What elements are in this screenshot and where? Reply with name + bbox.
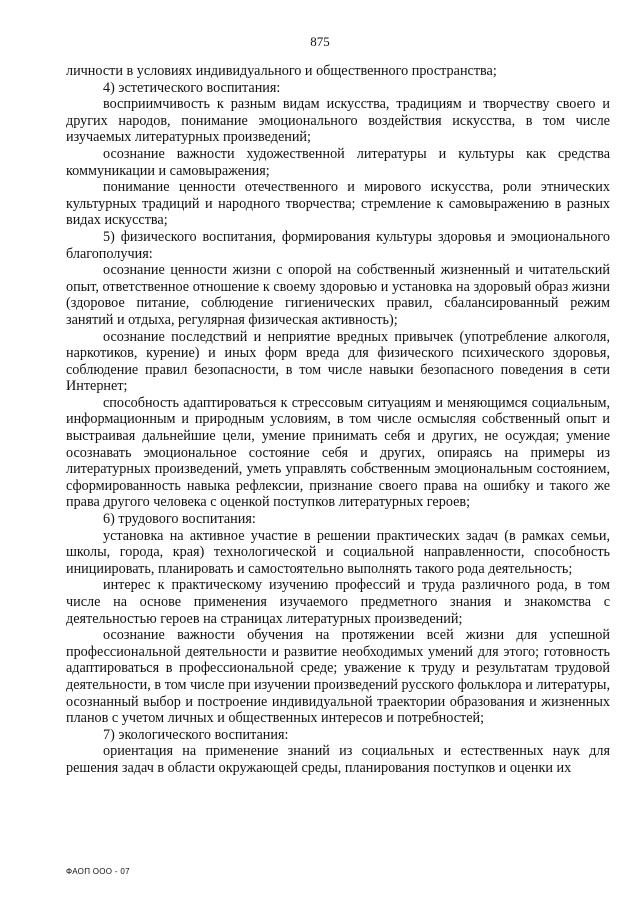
section-heading: 4) эстетического воспитания: bbox=[103, 79, 281, 96]
page-number: 875 bbox=[310, 34, 330, 49]
paragraph: понимание ценности отечественного и мирового искусства, роли этнических культурных традиций и народного творчества; стремление к самовыражению в разных видах искусства; bbox=[66, 179, 610, 229]
paragraph: интерес к практическому изучению профессий и труда различного рода, в том числе на основе применения изучаемого предметного знания и знакомства с деятельностью героев на страницах литературных произведений; bbox=[66, 577, 610, 627]
paragraph: осознание важности художественной литературы и культуры как средства коммуникации и самовыражения; bbox=[66, 145, 610, 179]
section-heading: 6) трудового воспитания: bbox=[103, 511, 256, 528]
footer-doc-code: ФАОП ООО - 07 bbox=[66, 867, 130, 876]
paragraph: личности в условиях индивидуального и общественного пространства; bbox=[66, 63, 497, 79]
paragraph: способность адаптироваться к стрессовым ситуациям и меняющимся социальным, информационным и природным условиям, в том числе осмысляя собственный опыт и выстраивая дальнейшие цели, умение принимать себя и других, не осуждая; умение осознавать эмоциональное состояние себя и других, опираясь на примеры из литературных произведений, уметь управлять собственным эмоциональным состоянием, сформированность навыка рефлексии, признание своего права на ошибку и такого же права другого человека с оценкой поступков литературных героев; bbox=[66, 394, 610, 511]
document-body bbox=[66, 63, 610, 777]
paragraph: восприимчивость к разным видам искусства, традициям и творчеству своего и других народов, понимание эмоционального воздействия искусства, в том числе изучаемых литературных произведений; bbox=[66, 96, 610, 146]
paragraph: осознание важности обучения на протяжении всей жизни для успешной профессиональной деятельности и развитие необходимых умений для этого; готовность адаптироваться в профессиональной среде; уважение к труду и результатам трудовой деятельности, в том числе при изучении произведений русского фольклора и литературы, осознанный выбор и построение индивидуальной траектории образования и жизненных планов с учетом личных и общественных интересов и потребностей; bbox=[66, 627, 610, 727]
section-heading: 7) экологического воспитания: bbox=[103, 726, 289, 743]
paragraph: ориентация на применение знаний из социальных и естественных наук для решения задач в области окружающей среды, планирования поступков и оценки их bbox=[66, 743, 610, 776]
section-heading: 5) физического воспитания, формирования культуры здоровья и эмоционального благополучия: bbox=[66, 228, 610, 262]
paragraph: установка на активное участие в решении практических задач (в рамках семьи, школы, города, края) технологической и социальной направленности, способность инициировать, планировать и самостоятельно выполнять такого рода деятельность; bbox=[66, 527, 610, 577]
paragraph: осознание последствий и неприятие вредных привычек (употребление алкоголя, наркотиков, курение) и иных форм вреда для физического психического здоровья, соблюдение правил безопасности, в том числе навыки безопасного поведения в сети Интернет; bbox=[66, 328, 610, 395]
paragraph: осознание ценности жизни с опорой на собственный жизненный и читательский опыт, ответственное отношение к своему здоровью и установка на здоровый образ жизни (здоровое питание, соблюдение гигиенических правил, сбалансированный режим занятий и отдыха, регулярная физическая активность); bbox=[66, 262, 610, 328]
